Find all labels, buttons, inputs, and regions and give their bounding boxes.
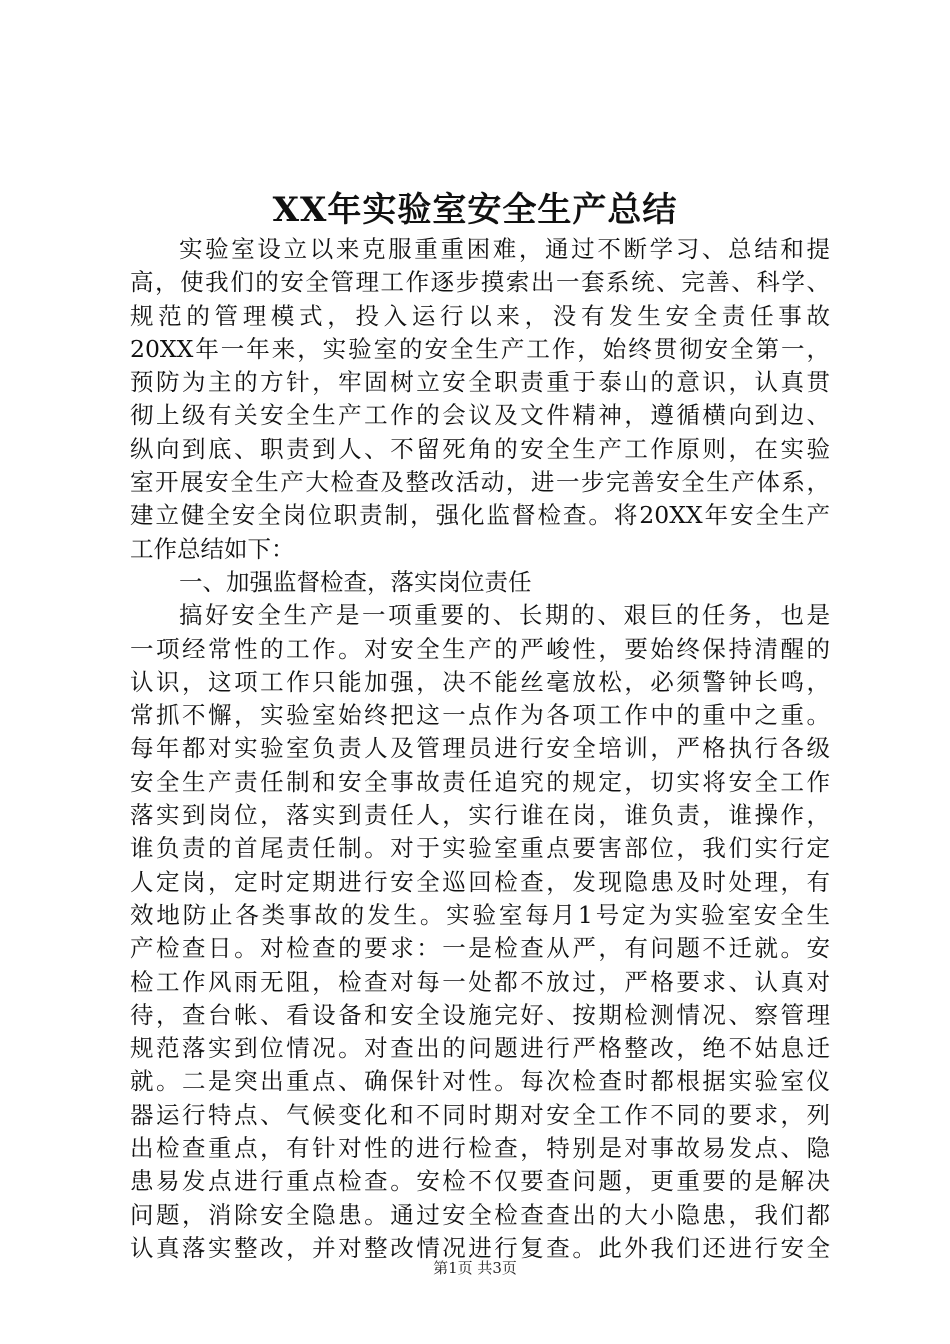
text-line: 规范落实到位情况。对查出的问题进行严格整改，绝不姑息迁 bbox=[130, 1034, 830, 1063]
text-line: 一项经常性的工作。对安全生产的严峻性，要始终保持清醒的 bbox=[130, 634, 830, 663]
text-line: 患易发点进行重点检查。安检不仅要查问题，更重要的是解决 bbox=[130, 1167, 830, 1196]
text-line: 待，查台帐、看设备和安全设施完好、按期检测情况、察管理 bbox=[130, 1000, 830, 1029]
text-line: 规范的管理模式，投入运行以来，没有发生安全责任事故 bbox=[130, 301, 830, 330]
page-footer: 第1页 共3页 bbox=[433, 1259, 517, 1277]
text-line: 纵向到底、职责到人、不留死角的安全生产工作原则，在实验 bbox=[130, 434, 830, 463]
text-line: 室开展安全生产大检查及整改活动，进一步完善安全生产体系， bbox=[130, 468, 830, 497]
text-line: 实验室设立以来克服重重困难，通过不断学习、总结和提 bbox=[179, 235, 830, 263]
text-line: 检工作风雨无阻，检查对每一处都不放过，严格要求、认真对 bbox=[130, 967, 830, 996]
text-line: 器运行特点、气候变化和不同时期对安全工作不同的要求，列 bbox=[130, 1100, 830, 1129]
text-line: 产检查日。对检查的要求：一是检查从严，有问题不迁就。安 bbox=[130, 934, 830, 963]
text-line: 20XX年一年来，实验室的安全生产工作，始终贯彻安全第一， bbox=[130, 334, 830, 363]
document-title: XX年实验室安全生产总结 bbox=[272, 190, 678, 230]
text-line: 就。二是突出重点、确保针对性。每次检查时都根据实验室仪 bbox=[130, 1067, 830, 1096]
text-line: 效地防止各类事故的发生。实验室每月1号定为实验室安全生 bbox=[130, 900, 830, 929]
text-line: 预防为主的方针，牢固树立安全职责重于泰山的意识，认真贯 bbox=[130, 368, 830, 397]
text-line: 问题，消除安全隐患。通过安全检查查出的大小隐患，我们都 bbox=[130, 1200, 830, 1229]
text-line: 安全生产责任制和安全事故责任追究的规定，切实将安全工作 bbox=[130, 767, 830, 796]
section-heading: 一、加强监督检查，落实岗位责任 bbox=[179, 567, 532, 596]
text-line: 工作总结如下： bbox=[130, 534, 295, 563]
text-line: 认识，这项工作只能加强，决不能丝毫放松，必须警钟长鸣， bbox=[130, 667, 830, 696]
text-line: 落实到岗位，落实到责任人，实行谁在岗，谁负责，谁操作， bbox=[130, 801, 830, 830]
text-line: 高，使我们的安全管理工作逐步摸索出一套系统、完善、科学、 bbox=[130, 268, 830, 297]
text-line: 建立健全安全岗位职责制，强化监督检查。将20XX年安全生产 bbox=[130, 501, 830, 530]
text-line: 人定岗，定时定期进行安全巡回检查，发现隐患及时处理，有 bbox=[130, 867, 830, 896]
text-line: 认真落实整改，并对整改情况进行复查。此外我们还进行安全 bbox=[130, 1233, 830, 1262]
text-line: 彻上级有关安全生产工作的会议及文件精神，遵循横向到边、 bbox=[130, 401, 830, 430]
text-line: 每年都对实验室负责人及管理员进行安全培训，严格执行各级 bbox=[130, 734, 830, 763]
text-line: 出检查重点，有针对性的进行检查，特别是对事故易发点、隐 bbox=[130, 1134, 830, 1163]
document-body bbox=[130, 233, 830, 1265]
text-line: 常抓不懈，实验室始终把这一点作为各项工作中的重中之重。 bbox=[130, 701, 830, 730]
text-line: 搞好安全生产是一项重要的、长期的、艰巨的任务，也是 bbox=[179, 601, 830, 630]
text-line: 谁负责的首尾责任制。对于实验室重点要害部位，我们实行定 bbox=[130, 834, 830, 863]
